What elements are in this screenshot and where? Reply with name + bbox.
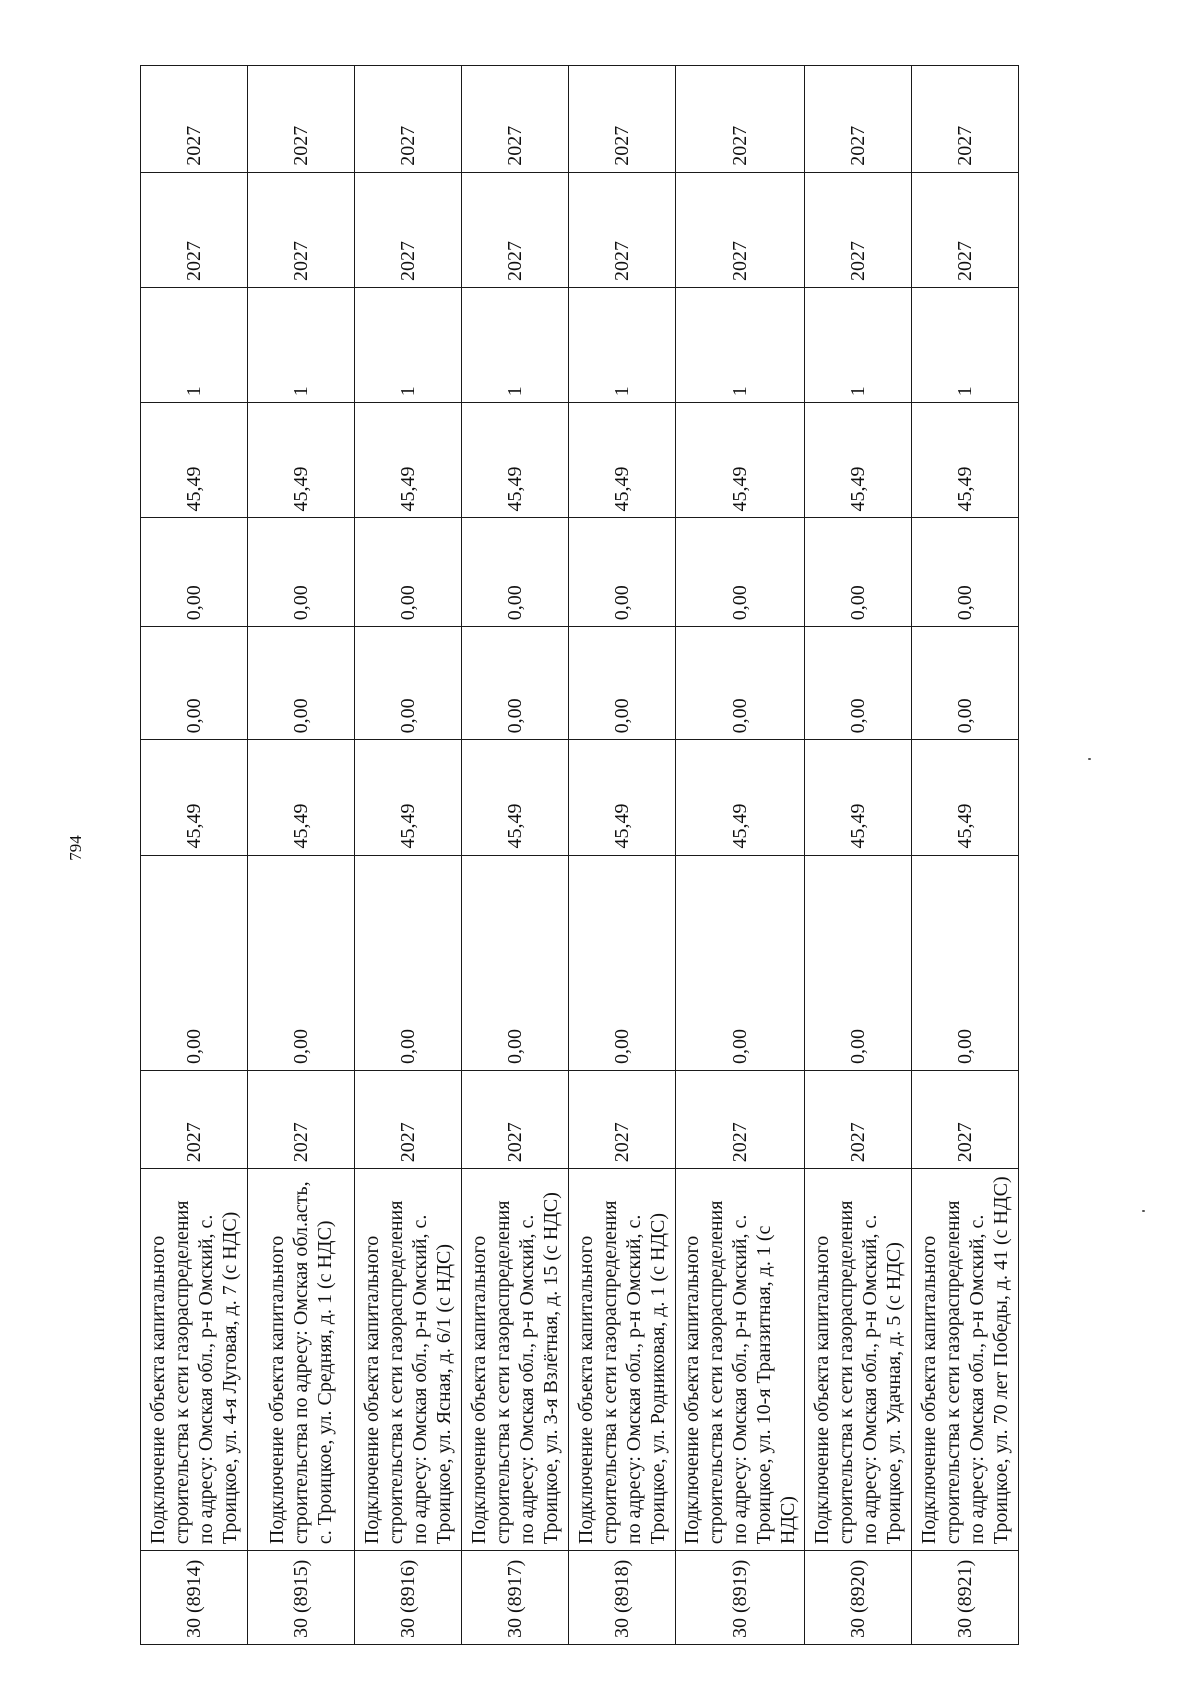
value-cell: 0,00 bbox=[462, 627, 569, 740]
object-description: Подключение объекта капитального строительства по адресу: Омская обл.асть, с. Троицкое, ул. Средняя, д. 1 (с НДС) bbox=[248, 1169, 355, 1551]
value-cell: 45,49 bbox=[141, 740, 248, 855]
value-cell: 0,00 bbox=[912, 518, 1019, 627]
start-year: 2027 bbox=[912, 1071, 1019, 1169]
value-cell: 0,00 bbox=[248, 518, 355, 627]
scan-speck bbox=[1142, 1210, 1145, 1212]
value-cell: 45,49 bbox=[805, 403, 912, 518]
value-cell: 0,00 bbox=[912, 627, 1019, 740]
row-number: 30 (8919) bbox=[676, 1551, 805, 1645]
value-cell: 0,00 bbox=[462, 855, 569, 1071]
table-row bbox=[355, 66, 462, 1645]
value-cell: 45,49 bbox=[912, 403, 1019, 518]
year-cell: 2027 bbox=[676, 172, 805, 287]
year-cell: 2027 bbox=[355, 66, 462, 173]
year-cell: 2027 bbox=[355, 172, 462, 287]
table-row bbox=[676, 66, 805, 1645]
quantity-cell: 1 bbox=[248, 288, 355, 403]
value-cell: 0,00 bbox=[355, 518, 462, 627]
value-cell: 45,49 bbox=[569, 740, 676, 855]
year-cell: 2027 bbox=[569, 172, 676, 287]
start-year: 2027 bbox=[805, 1071, 912, 1169]
year-cell: 2027 bbox=[462, 66, 569, 173]
row-number: 30 (8918) bbox=[569, 1551, 676, 1645]
year-cell: 2027 bbox=[248, 172, 355, 287]
value-cell: 0,00 bbox=[355, 627, 462, 740]
row-number: 30 (8915) bbox=[248, 1551, 355, 1645]
rotated-table-container bbox=[140, 65, 1012, 1645]
object-description: Подключение объекта капитального строительства к сети газораспределения по адресу: Омская обл., р-н Омский, с. Троицкое, ул. Удачная, д. 5 (с НДС) bbox=[805, 1169, 912, 1551]
row-number: 30 (8917) bbox=[462, 1551, 569, 1645]
start-year: 2027 bbox=[141, 1071, 248, 1169]
table-row bbox=[462, 66, 569, 1645]
start-year: 2027 bbox=[676, 1071, 805, 1169]
table-row bbox=[569, 66, 676, 1645]
quantity-cell: 1 bbox=[355, 288, 462, 403]
value-cell: 45,49 bbox=[248, 740, 355, 855]
year-cell: 2027 bbox=[805, 66, 912, 173]
value-cell: 0,00 bbox=[462, 518, 569, 627]
start-year: 2027 bbox=[355, 1071, 462, 1169]
row-number: 30 (8921) bbox=[912, 1551, 1019, 1645]
object-description: Подключение объекта капитального строительства к сети газораспределения по адресу: Омская обл., р-н Омский, с. Троицкое, ул. 70 лет Победы, д. 41 (с НДС) bbox=[912, 1169, 1019, 1551]
table-row bbox=[805, 66, 912, 1645]
quantity-cell: 1 bbox=[462, 288, 569, 403]
year-cell: 2027 bbox=[676, 66, 805, 173]
quantity-cell: 1 bbox=[569, 288, 676, 403]
value-cell: 0,00 bbox=[676, 855, 805, 1071]
year-cell: 2027 bbox=[141, 66, 248, 173]
value-cell: 0,00 bbox=[805, 518, 912, 627]
object-description: Подключение объекта капитального строительства к сети газораспределения по адресу: Омская обл., р-н Омский, с. Троицкое, ул. Ясная, д. 6/1 (с НДС) bbox=[355, 1169, 462, 1551]
start-year: 2027 bbox=[462, 1071, 569, 1169]
value-cell: 0,00 bbox=[569, 627, 676, 740]
start-year: 2027 bbox=[248, 1071, 355, 1169]
quantity-cell: 1 bbox=[676, 288, 805, 403]
value-cell: 0,00 bbox=[805, 627, 912, 740]
table-row bbox=[141, 66, 248, 1645]
value-cell: 45,49 bbox=[355, 403, 462, 518]
value-cell: 45,49 bbox=[676, 403, 805, 518]
value-cell: 0,00 bbox=[141, 855, 248, 1071]
value-cell: 0,00 bbox=[912, 855, 1019, 1071]
page-number: 794 bbox=[66, 835, 85, 861]
value-cell: 0,00 bbox=[805, 855, 912, 1071]
object-description: Подключение объекта капитального строительства к сети газораспределения по адресу: Омская обл., р-н Омский, с. Троицкое, ул. Родниковая, д. 1 (с НДС) bbox=[569, 1169, 676, 1551]
year-cell: 2027 bbox=[248, 66, 355, 173]
year-cell: 2027 bbox=[462, 172, 569, 287]
value-cell: 45,49 bbox=[569, 403, 676, 518]
value-cell: 0,00 bbox=[141, 518, 248, 627]
year-cell: 2027 bbox=[912, 66, 1019, 173]
value-cell: 0,00 bbox=[248, 627, 355, 740]
value-cell: 45,49 bbox=[912, 740, 1019, 855]
value-cell: 45,49 bbox=[805, 740, 912, 855]
year-cell: 2027 bbox=[912, 172, 1019, 287]
value-cell: 0,00 bbox=[569, 518, 676, 627]
row-number: 30 (8920) bbox=[805, 1551, 912, 1645]
table-row bbox=[248, 66, 355, 1645]
value-cell: 0,00 bbox=[676, 627, 805, 740]
quantity-cell: 1 bbox=[141, 288, 248, 403]
object-description: Подключение объекта капитального строительства к сети газораспределения по адресу: Омская обл., р-н Омский, с. Троицкое, ул. 3-я Взлётная, д. 15 (с НДС) bbox=[462, 1169, 569, 1551]
value-cell: 0,00 bbox=[569, 855, 676, 1071]
value-cell: 45,49 bbox=[676, 740, 805, 855]
investment-table bbox=[140, 65, 1019, 1645]
value-cell: 45,49 bbox=[141, 403, 248, 518]
value-cell: 0,00 bbox=[141, 627, 248, 740]
row-number: 30 (8916) bbox=[355, 1551, 462, 1645]
scan-speck bbox=[1088, 758, 1091, 760]
value-cell: 45,49 bbox=[462, 403, 569, 518]
value-cell: 45,49 bbox=[355, 740, 462, 855]
value-cell: 0,00 bbox=[248, 855, 355, 1071]
object-description: Подключение объекта капитального строительства к сети газораспределения по адресу: Омская обл., р-н Омский, с. Троицкое, ул. 10-я Транзитная, д. 1 (с НДС) bbox=[676, 1169, 805, 1551]
table-body bbox=[141, 66, 1019, 1645]
value-cell: 45,49 bbox=[462, 740, 569, 855]
value-cell: 0,00 bbox=[355, 855, 462, 1071]
year-cell: 2027 bbox=[141, 172, 248, 287]
table-row bbox=[912, 66, 1019, 1645]
object-description: Подключение объекта капитального строительства к сети газораспределения по адресу: Омская обл., р-н Омский, с. Троицкое, ул. 4-я Луговая, д. 7 (с НДС) bbox=[141, 1169, 248, 1551]
value-cell: 45,49 bbox=[248, 403, 355, 518]
quantity-cell: 1 bbox=[805, 288, 912, 403]
year-cell: 2027 bbox=[569, 66, 676, 173]
row-number: 30 (8914) bbox=[141, 1551, 248, 1645]
start-year: 2027 bbox=[569, 1071, 676, 1169]
quantity-cell: 1 bbox=[912, 288, 1019, 403]
value-cell: 0,00 bbox=[676, 518, 805, 627]
year-cell: 2027 bbox=[805, 172, 912, 287]
